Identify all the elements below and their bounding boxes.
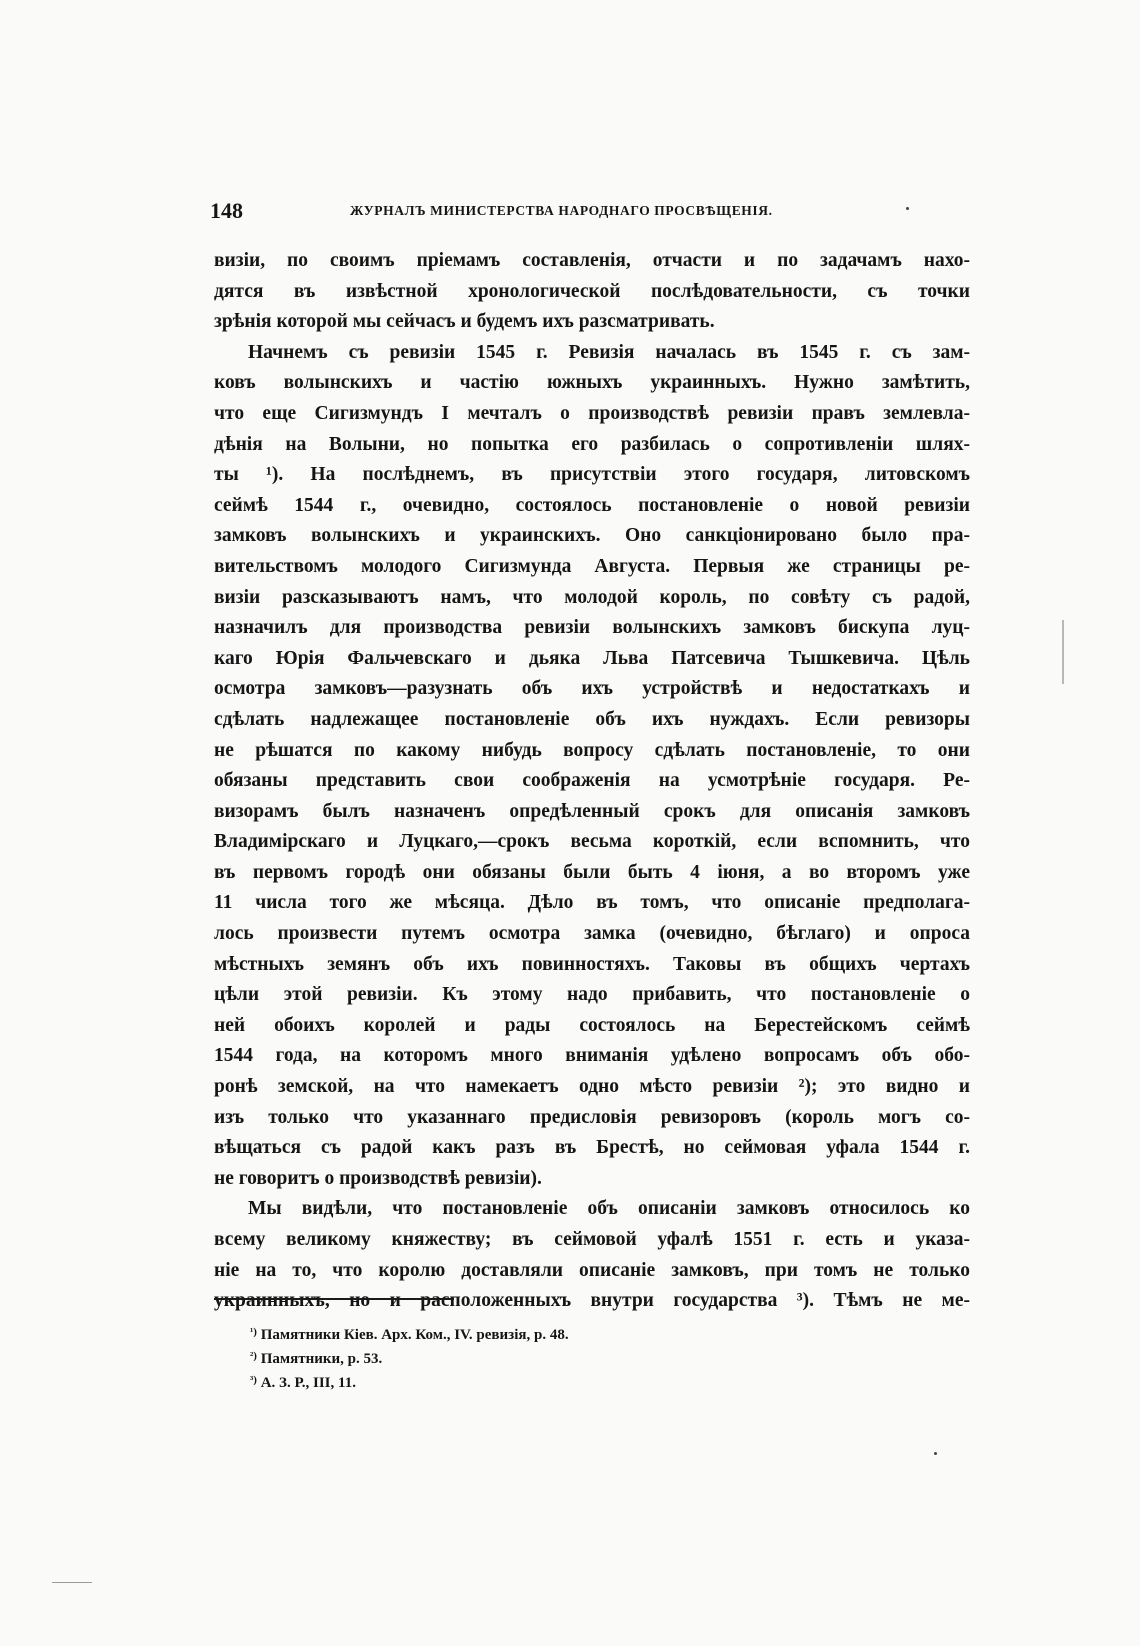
footnote-text: Памятники, р. 53. bbox=[260, 1351, 383, 1367]
text-line: визорамъ былъ назначенъ опредѣленный срокъ для описанія замковъ bbox=[214, 800, 970, 822]
text-line: ней обоихъ королей и рады состоялось на Берестейскомъ сеймѣ bbox=[214, 1014, 970, 1036]
text-line: визіи, по своимъ пріемамъ составленія, отчасти и по задачамъ нахо- bbox=[214, 250, 970, 271]
text-line: сдѣлать надлежащее постановленіе объ ихъ нуждахъ. Если ревизоры bbox=[214, 708, 970, 730]
text-line: вительствомъ молодого Сигизмунда Августа. Первыя же страницы ре- bbox=[214, 555, 970, 577]
scan-speck bbox=[934, 1452, 937, 1455]
text-line: замковъ волынскихъ и украинскихъ. Оно санкціонировано было пра- bbox=[214, 525, 970, 547]
text-line: украинныхъ, но и расположенныхъ внутри государства ³). Тѣмъ не ме- bbox=[214, 1290, 970, 1312]
text-line: ронѣ земской, на что намекаетъ одно мѣсто ревизіи ²); это видно и bbox=[214, 1076, 970, 1098]
scan-speck bbox=[906, 207, 909, 210]
text-line: мѣстныхъ земянъ объ ихъ повинностяхъ. Таковы въ общихъ чертахъ bbox=[214, 953, 970, 975]
footnotes bbox=[250, 1320, 750, 1392]
text-line: назначилъ для производства ревизіи волынскихъ замковъ бискупа луц- bbox=[214, 617, 970, 639]
footnote-marker: ²) bbox=[250, 1350, 257, 1362]
page-number: 148 bbox=[210, 198, 243, 223]
text-line: дятся въ извѣстной хронологической послѣдовательности, съ точки bbox=[214, 280, 970, 302]
text-line: не говоритъ о производствѣ ревизіи). bbox=[214, 1167, 542, 1189]
text-line: дѣнія на Волыни, но попытка его разбилась о сопротивленіи шлях- bbox=[214, 433, 970, 455]
text-line: сеймѣ 1544 г., очевидно, состоялось постановленіе о новой ревизіи bbox=[214, 494, 970, 516]
text-line: 1544 года, на которомъ много вниманія удѣлено вопросамъ объ обо- bbox=[214, 1045, 970, 1067]
text-line: 11 числа того же мѣсяца. Дѣло въ томъ, что описаніе предполага- bbox=[214, 892, 970, 914]
text-line: не рѣшатся по какому нибудь вопросу сдѣлать постановленіе, то они bbox=[214, 739, 970, 761]
text-line: что еще Сигизмундъ I мечталъ о производствѣ ревизіи правъ землевла- bbox=[214, 402, 970, 424]
text-line: въ первомъ городѣ они обязаны были быть 4 іюня, а во второмъ уже bbox=[214, 861, 970, 883]
text-line: ковъ волынскихъ и частію южныхъ украинныхъ. Нужно замѣтить, bbox=[214, 372, 970, 394]
text-line: всему великому княжеству; въ сеймовой уфалѣ 1551 г. есть и указа- bbox=[214, 1229, 970, 1250]
footnote-divider bbox=[214, 1298, 454, 1300]
footnote-1 bbox=[250, 1320, 750, 1344]
text-line: обязаны представить свои соображенія на усмотрѣніе государя. Ре- bbox=[214, 770, 970, 792]
text-line: лось произвести путемъ осмотра замка (очевидно, бѣглаго) и опроса bbox=[214, 923, 970, 945]
text-line: ты ¹). На послѣднемъ, въ присутствіи этого государя, литовскомъ bbox=[214, 464, 970, 486]
footnote-marker: ¹) bbox=[250, 1326, 257, 1338]
text-line: зрѣнія которой мы сейчасъ и будемъ ихъ разсматривать. bbox=[214, 311, 715, 333]
footnote-marker: ³) bbox=[250, 1374, 257, 1386]
text-line: изъ только что указаннаго предисловія ревизоровъ (король могъ со- bbox=[214, 1106, 970, 1128]
text-line: Владимірскаго и Луцкаго,—срокъ весьма короткій, если вспомнить, что bbox=[214, 831, 970, 853]
text-line: каго Юрія Фальчевскаго и дьяка Льва Патсевича Тышкевича. Цѣль bbox=[214, 647, 970, 669]
scan-margin-mark bbox=[1062, 620, 1064, 684]
page-header bbox=[210, 198, 970, 228]
footnote-2 bbox=[250, 1344, 750, 1368]
running-title: ЖУРНАЛЪ МИНИСТЕРСТВА НАРОДНАГО ПРОСВѢЩЕНІЯ. bbox=[350, 203, 773, 218]
text-line: вѣщаться съ радой какъ разъ въ Брестѣ, но сеймовая уфала 1544 г. bbox=[214, 1137, 970, 1159]
text-line: осмотра замковъ—разузнать объ ихъ устройствѣ и недостаткахъ и bbox=[214, 678, 970, 700]
footnote-3 bbox=[250, 1368, 750, 1392]
paragraph-start-line: Мы видѣли, что постановленіе объ описаніи замковъ относилось ко bbox=[248, 1198, 970, 1220]
text-line: цѣли этой ревизіи. Къ этому надо прибавить, что постановленіе о bbox=[214, 984, 970, 1006]
text-line: визіи разсказываютъ намъ, что молодой король, по совѣту съ радой, bbox=[214, 586, 970, 608]
scan-edge-mark bbox=[52, 1582, 92, 1583]
footnote-text: Памятники Кіев. Арх. Ком., IV. ревизія, р. 48. bbox=[260, 1327, 569, 1343]
body-text bbox=[214, 246, 970, 1317]
footnote-text: А. З. Р., III, 11. bbox=[260, 1375, 356, 1391]
text-line: ніе на то, что королю доставляли описаніе замковъ, при томъ не только bbox=[214, 1259, 970, 1281]
paragraph-start-line: Начнемъ съ ревизіи 1545 г. Ревизія началась въ 1545 г. съ зам- bbox=[248, 341, 970, 363]
